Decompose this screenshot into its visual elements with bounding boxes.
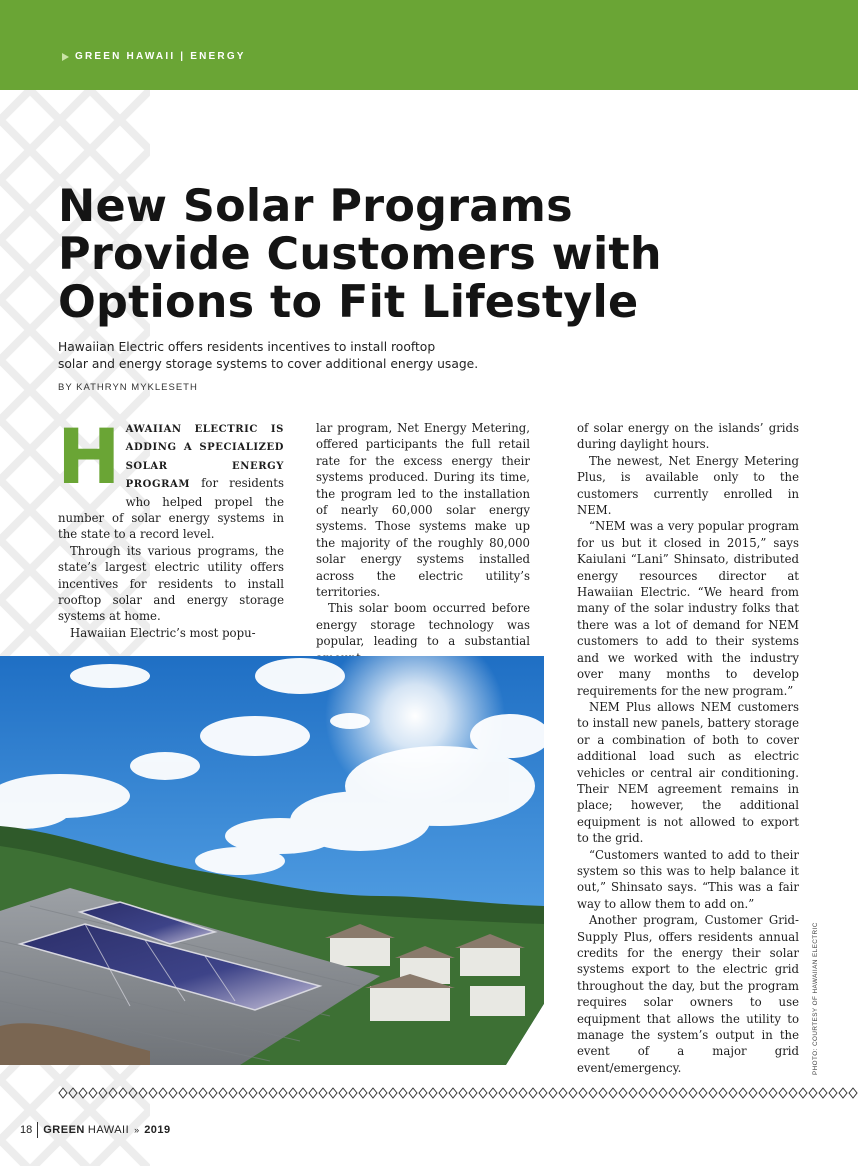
body-paragraph: “NEM was a very popular program for us but it closed in 2015,” says Kaiulani “Lani” Shinsato, distributed energy resources director at Hawaiian Electric. “We heard from many of the solar industry folks that there was a lot of demand for NEM customers to add to their systems and we worked with the industry over many months to develop requirements for the new program.” (577, 519, 799, 698)
solar-roof-photo (0, 656, 544, 1065)
body-paragraph: Another program, Customer Grid-Supply Plus, offers residents annual credits for the energy their solar systems export to the electric grid throughout the day, but the program requires solar owners to use equipment that allows the utility to manage the system’s output in the event of a major grid event/emergency. (577, 913, 799, 1075)
section-kicker (62, 51, 246, 62)
deck-line: Hawaiian Electric offers residents incentives to install rooftop (58, 340, 436, 354)
triangle-icon (62, 53, 69, 61)
text-column-3 (577, 420, 799, 1076)
divider-pattern (58, 1087, 858, 1099)
body-paragraph: lar program, Net Energy Metering, offered participants the full retail rate for the excess energy their systems produced. During its time, the program led to the installation of nearly 60,000 solar energy systems. Those systems make up the majority of the roughly 80,000 solar energy systems installed across the electric utility’s territories. (316, 421, 530, 600)
body-paragraph: Hawaiian Electric’s most popu- (70, 625, 256, 640)
headline-line: Provide Customers with (58, 229, 662, 280)
section-label: GREEN HAWAII | ENERGY (75, 51, 246, 62)
drop-cap: H (57, 412, 121, 501)
body-paragraph: of solar energy on the islands’ grids during daylight hours. (577, 421, 799, 452)
headline-line: New Solar Programs (58, 181, 573, 232)
publication-name-light: HAWAII (87, 1124, 130, 1136)
photo-credit: PHOTO: COURTESY OF HAWAIIAN ELECTRIC (812, 922, 819, 1075)
byline: BY KATHRYN MYKLESETH (58, 382, 198, 393)
body-paragraph: The newest, Net Energy Metering Plus, is available only to the customers currently enrolled in NEM. (577, 453, 799, 518)
double-arrow-icon: » (134, 1125, 140, 1135)
text-column-2 (316, 420, 530, 666)
lead-in-rest: for residents who helped propel the number of solar energy systems in the state to a record level. (58, 476, 284, 542)
body-paragraph: Through its various programs, the state’s largest electric utility offers incentives for residents to install rooftop solar and energy storage systems at home. (58, 543, 284, 624)
body-paragraph: “Customers wanted to add to their system so this was to help balance it out,” Shinsato says. “This was a fair way to allow them to add on.” (577, 847, 799, 911)
text-column-1 (57, 412, 284, 641)
body-paragraph: NEM Plus allows NEM customers to install new panels, battery storage or a combination of both to cover additional load such as electric vehicles or central air conditioning. Their NEM agreement remains in place; however, the additional equipment is not allowed to export to the grid. (577, 699, 799, 846)
header-band (0, 0, 858, 90)
lead-in-caps: AWAIIAN ELECTRIC IS ADDING A SPECIALIZED SOLAR ENERGY PROGRAM (125, 424, 284, 491)
issue-year: 2019 (144, 1124, 171, 1136)
headline-line: Options to Fit Lifestyle (58, 277, 639, 328)
lead-paragraph (57, 412, 284, 543)
page-number: 18 (20, 1122, 38, 1138)
publication-name-bold: GREEN (43, 1124, 85, 1136)
article-headline (58, 183, 758, 327)
deck-line: solar and energy storage systems to cover additional energy usage. (58, 357, 479, 371)
article-deck (58, 339, 498, 373)
page-footer (20, 1122, 171, 1138)
body-paragraph: This solar boom occurred before energy storage technology was popular, leading to a substantial (316, 601, 530, 649)
